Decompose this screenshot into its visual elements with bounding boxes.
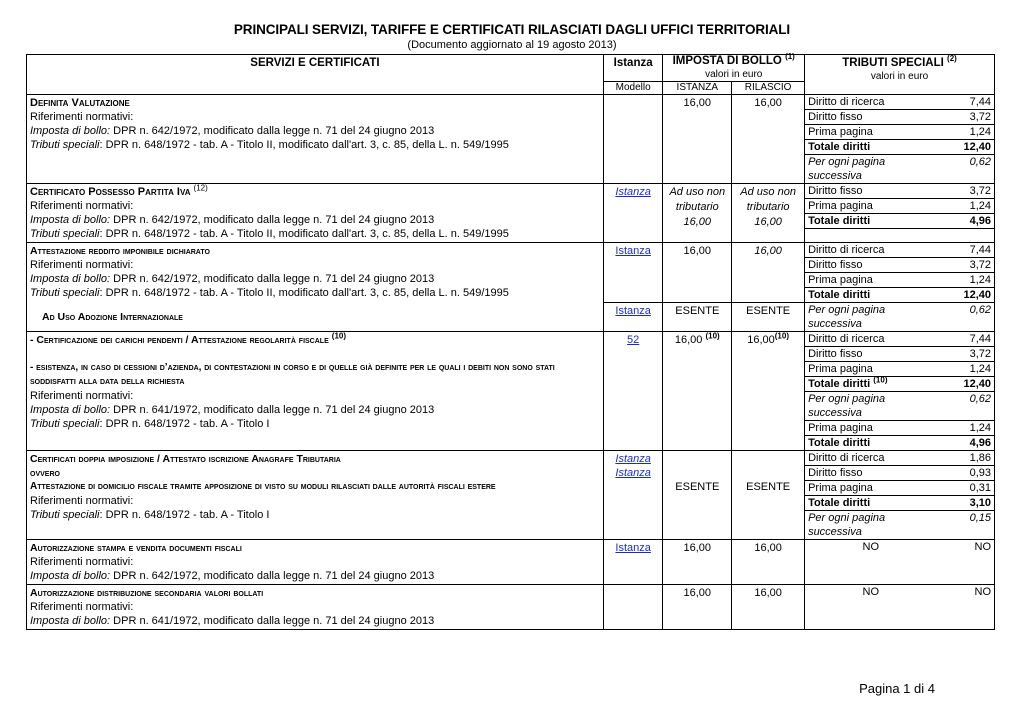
header-istanza: Istanza: [603, 55, 663, 82]
table-row: Certificato Possesso Partita Iva $^{(12)}$ Riferimenti normativi: Imposta di bollo: DPR n. 642/1972, modificato dalla legge n. 71 del 24 giugno 2013 Tributi speciali: DPR n. 648/1972 - tab. A - Titolo II, modificato dall'art. 3, c. 85, della L. n. 549/1995 Istanza Ad uso non tributario 16,00 Ad uso non tributario 16,00 Diritto fisso 3,72 Prima pagina 1,24 Totale diritti 4,96: [27, 184, 995, 243]
tributi-table: Diritto di ricerca 7,44 Diritto fisso 3,72 Prima pagina 1,24 Totale diritti 12,40 Per ogni pagina successiva 0,62: [805, 95, 994, 183]
table-row: Autorizzazione distribuzione secondaria valori bollati Riferimenti normativi: Imposta di bollo: DPR n. 641/1972, modificato dalla legge n. 71 del 24 giugno 2013 16,00 16,00 NO NO: [27, 585, 995, 630]
table-header-row: [27, 55, 995, 82]
page-title: PRINCIPALI SERVIZI, TARIFFE E CERTIFICATI RILASCIATI DAGLI UFFICI TERRITORIALI: [233, 22, 791, 37]
istanza-link[interactable]: Istanza: [615, 453, 651, 465]
tributi-table: Diritto di ricerca 1,86 Diritto fisso 0,93 Prima pagina 0,31 Totale diritti 3,10 Per ogni pagina successiva 0,15: [805, 451, 994, 539]
service-description: Attestazione reddito imponibile dichiarato Riferimenti normativi: Imposta di bollo: DPR n. 642/1972, modificato dalla legge n. 71 del 24 giugno 2013 Tributi speciali: DPR n. 648/1972 - tab. A - Titolo II, modificato dall'art. 3, c. 85, della L. n. 549/1995 Ad Uso Adozione Internazionale: [27, 243, 604, 332]
istanza-link[interactable]: Istanza: [615, 186, 651, 198]
header-bollo-istanza: ISTANZA: [663, 82, 732, 95]
service-description: Certificato Possesso Partita Iva $^{(12)}$ Riferimenti normativi: Imposta di bollo: DPR n. 642/1972, modificato dalla legge n. 71 del 24 giugno 2013 Tributi speciali: DPR n. 648/1972 - tab. A - Titolo II, modificato dall'art. 3, c. 85, della L. n. 549/1995: [27, 184, 604, 243]
table-row: Certificati doppia imposizione / Attestato iscrizione Anagrafe Tributaria ovvero Attestazione di domicilio fiscale tramite apposizione di visto su moduli rilasciati dalle autorità fiscali estere Riferimenti normativi: Tributi speciali: DPR n. 648/1972 - tab. A - Titolo I Istanza Istanza ESENTE ESENTE Diritto di ricerca 1,86 Diritto fisso 0,93 Prima pagina 0,31 Totale diritti 3,10 Per ogni pagina successiva 0,15: [27, 451, 995, 540]
header-servizi: SERVIZI E CERTIFICATI: [27, 55, 604, 82]
tributi-table: Diritto di ricerca 7,44 Diritto fisso 3,72 Prima pagina 1,24 Totale diritti $^{(10)}$ 12,40 Per ogni pagina successiva 0,62 Prima pagina 1,24 Totale diritti 4,96: [805, 332, 994, 450]
istanza-link[interactable]: Istanza: [615, 245, 651, 257]
header-tributi: TRIBUTI SPECIALI $^{(2)}$ valori in euro: [805, 55, 995, 95]
services-table: [26, 54, 995, 630]
tributi-table: Diritto di ricerca 7,44 Diritto fisso 3,72 Prima pagina 1,24 Totale diritti 12,40: [805, 243, 994, 302]
header-bollo-rilascio: RILASCIO: [732, 82, 805, 95]
modello-link[interactable]: 52: [627, 334, 640, 346]
table-row: - Certificazione dei carichi pendenti / Attestazione regolarità fiscale $^{(10)}$ - esistenza, in caso di cessioni d’azienda, di contestazioni in corso e di quelle già definite per le quali i debiti non sono stati soddisfatti alla data della richiesta Riferimenti normativi: Imposta di bollo: DPR n. 641/1972, modificato dalla legge n. 71 del 24 giugno 2013 Tributi speciali: DPR n. 648/1972 - tab. A - Titolo I 52 16,00 $^{(10)}$ 16,00$^{(10)}$ Diritto di ricerca 7,44 Diritto fisso 3,72 Prima pagina 1,24 Totale diritti $^{(10)}$ 12,40 Per ogni pagina successiva 0,62 Prima pagina 1,24 Totale diritti 4,96: [27, 332, 995, 451]
table-row: Istanza ESENTE ESENTE Per ogni pagina successiva 0,62: [27, 303, 995, 332]
service-description: Autorizzazione distribuzione secondaria valori bollati Riferimenti normativi: Imposta di bollo: DPR n. 641/1972, modificato dalla legge n. 71 del 24 giugno 2013: [27, 585, 604, 630]
table-row: Definita Valutazione Riferimenti normativi: Imposta di bollo: DPR n. 642/1972, modificato dalla legge n. 71 del 24 giugno 2013 Tributi speciali: DPR n. 648/1972 - tab. A - Titolo II, modificato dall'art. 3, c. 85, della L. n. 549/1995 16,00 16,00 Diritto di ricerca 7,44 Diritto fisso 3,72 Prima pagina 1,24 Totale diritti 12,40 Per ogni pagina successiva 0,62: [27, 95, 995, 184]
service-description: Autorizzazione stampa e vendita documenti fiscali Riferimenti normativi: Imposta di bollo: DPR n. 642/1972, modificato dalla legge n. 71 del 24 giugno 2013: [27, 540, 604, 585]
istanza-link[interactable]: Istanza: [615, 467, 651, 479]
table-row: Autorizzazione stampa e vendita documenti fiscali Riferimenti normativi: Imposta di bollo: DPR n. 642/1972, modificato dalla legge n. 71 del 24 giugno 2013 Istanza 16,00 16,00 NO NO: [27, 540, 995, 585]
page-number: Pagina 1 di 4: [859, 681, 935, 696]
page-subtitle: (Documento aggiornato al 19 agosto 2013): [407, 39, 617, 51]
table-row: Attestazione reddito imponibile dichiarato Riferimenti normativi: Imposta di bollo: DPR n. 642/1972, modificato dalla legge n. 71 del 24 giugno 2013 Tributi speciali: DPR n. 648/1972 - tab. A - Titolo II, modificato dall'art. 3, c. 85, della L. n. 549/1995 Ad Uso Adozione Internazionale Istanza 16,00 16,00 Diritto di ricerca 7,44 Diritto fisso 3,72 Prima pagina 1,24 Totale diritti 12,40: [27, 243, 995, 303]
header-modello: Modello: [603, 82, 663, 95]
service-description: Definita Valutazione Riferimenti normativi: Imposta di bollo: DPR n. 642/1972, modificato dalla legge n. 71 del 24 giugno 2013 Tributi speciali: DPR n. 648/1972 - tab. A - Titolo II, modificato dall'art. 3, c. 85, della L. n. 549/1995: [27, 95, 604, 184]
istanza-link[interactable]: Istanza: [615, 305, 651, 317]
tributi-table: Diritto fisso 3,72 Prima pagina 1,24 Totale diritti 4,96: [805, 184, 994, 229]
service-description: - Certificazione dei carichi pendenti / Attestazione regolarità fiscale $^{(10)}$ - esistenza, in caso di cessioni d’azienda, di contestazioni in corso e di quelle già definite per le quali i debiti non sono stati soddisfatti alla data della richiesta Riferimenti normativi: Imposta di bollo: DPR n. 641/1972, modificato dalla legge n. 71 del 24 giugno 2013 Tributi speciali: DPR n. 648/1972 - tab. A - Titolo I: [27, 332, 604, 451]
service-description: Certificati doppia imposizione / Attestato iscrizione Anagrafe Tributaria ovvero Attestazione di domicilio fiscale tramite apposizione di visto su moduli rilasciati dalle autorità fiscali estere Riferimenti normativi: Tributi speciali: DPR n. 648/1972 - tab. A - Titolo I: [27, 451, 604, 540]
header-bollo: IMPOSTA DI BOLLO $^{(1)}$ valori in euro: [663, 55, 805, 82]
istanza-link[interactable]: Istanza: [615, 542, 651, 554]
